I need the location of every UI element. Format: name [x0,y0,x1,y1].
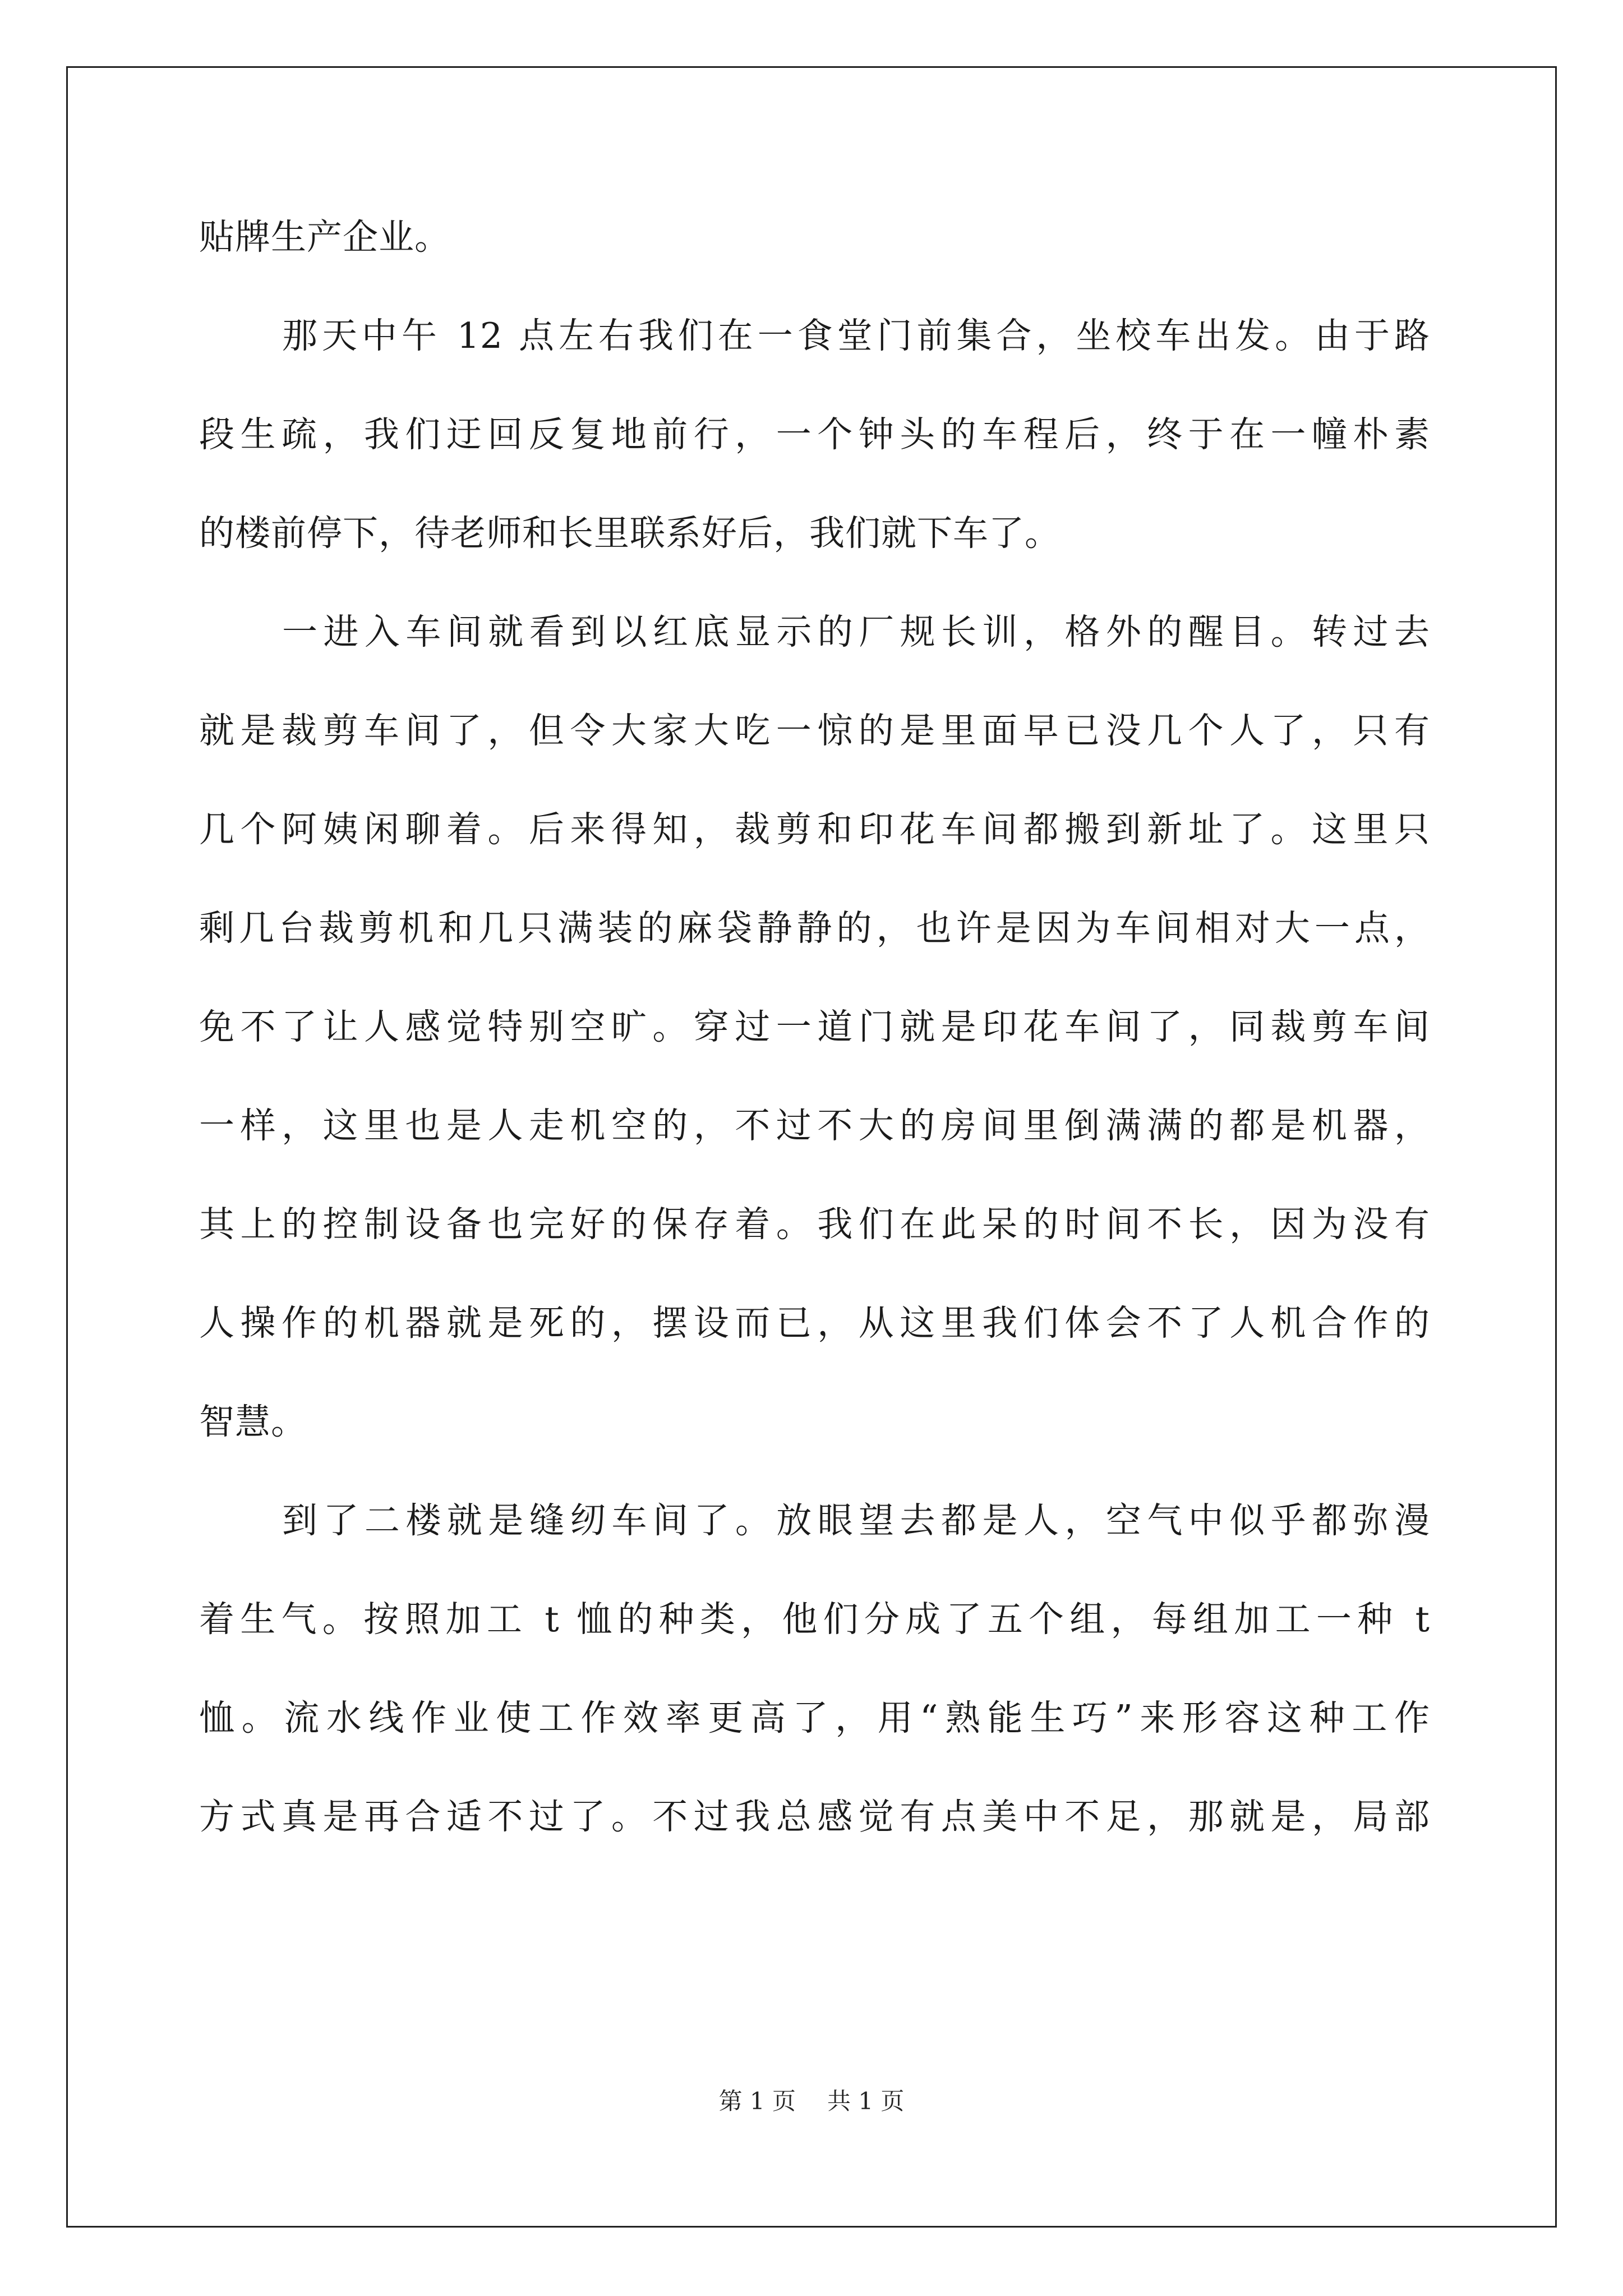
text-line: 方式真是再合适不过了。不过我总感觉有点美中不足，那就是，局部 [199,1796,1430,1837]
page-total: 共 1 页 [827,2087,905,2115]
text-line: 到了二楼就是缝纫车间了。放眼望去都是人，空气中似乎都弥漫 [282,1500,1430,1541]
text-line: 恤。流水线作业使工作效率更高了，用“熟能生巧”来形容这种工作 [199,1697,1430,1738]
text-line: 着生气。按照加工 t 恤的种类，他们分成了五个组，每组加工一种 t [199,1599,1430,1640]
text-line: 一进入车间就看到以红底显示的厂规长训，格外的醒目。转过去 [282,611,1430,652]
text-line: 就是裁剪车间了，但令大家大吃一惊的是里面早已没几个人了，只有 [199,710,1430,751]
text-line: 智慧。 [199,1401,307,1442]
text-line: 贴牌生产企业。 [199,217,450,257]
text-line: 其上的控制设备也完好的保存着。我们在此呆的时间不长，因为没有 [199,1204,1430,1245]
document-body [199,188,1430,1866]
text-line: 几个阿姨闲聊着。后来得知，裁剪和印花车间都搬到新址了。这里只 [199,809,1430,850]
page-number: 第 1 页 [718,2087,796,2115]
page-footer [0,2085,1623,2118]
text-line: 的楼前停下，待老师和长里联系好后，我们就下车了。 [199,513,1061,554]
text-line: 免不了让人感觉特别空旷。穿过一道门就是印花车间了，同裁剪车间 [199,1006,1430,1047]
text-line: 一样，这里也是人走机空的，不过不大的房间里倒满满的都是机器， [199,1105,1430,1146]
text-line: 段生疏，我们迂回反复地前行，一个钟头的车程后，终于在一幢朴素 [199,414,1430,455]
text-line: 人操作的机器就是死的，摆设而已，从这里我们体会不了人机合作的 [199,1303,1430,1343]
text-line: 剩几台裁剪机和几只满装的麻袋静静的，也许是因为车间相对大一点， [199,908,1430,949]
text-line: 那天中午 12 点左右我们在一食堂门前集合，坐校车出发。由于路 [282,315,1430,356]
